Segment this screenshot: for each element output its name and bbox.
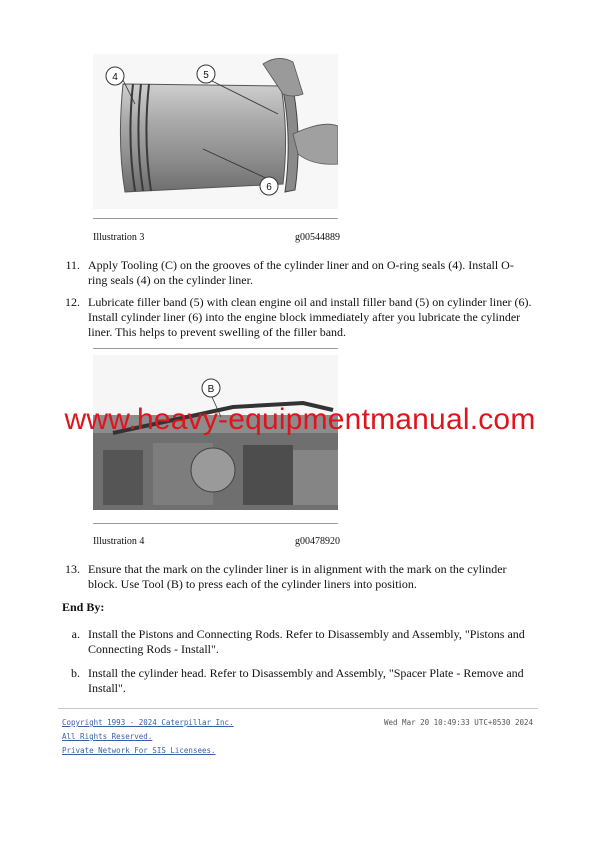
illustration-4-caption: Illustration 4 [93, 536, 145, 547]
step-line: ring seals (4) on the cylinder liner. [88, 273, 253, 287]
step-12 [58, 295, 548, 340]
step-text [88, 258, 514, 288]
item-letter: b. [71, 666, 80, 680]
end-by-item-b [58, 666, 538, 696]
rights-link[interactable]: All Rights Reserved. [62, 732, 153, 741]
callout-4: 4 [112, 72, 118, 83]
step-line: Install cylinder liner (6) into the engine block immediately after you lubricate the cylinder [88, 310, 521, 324]
item-line: Connecting Rods - Install". [88, 642, 219, 656]
item-text [88, 666, 524, 696]
footer-divider [58, 708, 538, 709]
illustration-3-code: g00544889 [295, 232, 340, 243]
callout-b: B [207, 384, 215, 395]
illustration-4-top-rule [93, 348, 338, 349]
step-text [88, 295, 532, 340]
item-line: Install the Pistons and Connecting Rods. Refer to Disassembly and Assembly, "Pistons and [88, 627, 525, 641]
cylinder-liner-photo [93, 54, 338, 209]
item-text [88, 627, 525, 657]
step-13 [58, 562, 528, 592]
illustration-3-image [93, 54, 338, 209]
step-11 [58, 258, 528, 288]
step-line: liner. This helps to prevent swelling of the filler band. [88, 325, 347, 339]
private-network-link[interactable]: Private Network For SIS Licensees. [62, 746, 216, 755]
step-line: block. Use Tool (B) to press each of the cylinder liners into position. [88, 577, 417, 591]
item-line: Install". [88, 681, 126, 695]
step-line: Lubricate filler band (5) with clean engine oil and install filler band (5) on cylinder liner (6). [88, 295, 532, 309]
step-number: 11. [65, 258, 80, 272]
callout-5: 5 [203, 70, 209, 81]
illustration-4-code: g00478920 [295, 536, 340, 547]
watermark-url: www.heavy-equipmentmanual.com [64, 403, 536, 436]
item-line: Install the cylinder head. Refer to Disassembly and Assembly, "Spacer Plate - Remove and [88, 666, 524, 680]
footer-timestamp: Wed Mar 20 10:49:33 UTC+0530 2024 [384, 718, 534, 727]
step-line: Apply Tooling (C) on the grooves of the cylinder liner and on O-ring seals (4). Install O- [88, 258, 514, 272]
step-number: 12. [65, 295, 80, 309]
callout-6: 6 [266, 182, 272, 193]
item-letter: a. [71, 627, 80, 641]
step-line: Ensure that the mark on the cylinder liner is in alignment with the mark on the cylinder [88, 562, 507, 576]
step-text [88, 562, 507, 592]
copyright-link[interactable]: Copyright 1993 - 2024 Caterpillar Inc. [62, 718, 234, 727]
illustration-3-rule [93, 218, 338, 219]
end-by-item-a [58, 627, 538, 657]
end-by-heading: End By: [62, 600, 105, 614]
step-number: 13. [65, 562, 80, 576]
illustration-4-rule [93, 523, 338, 524]
illustration-3-caption: Illustration 3 [93, 232, 145, 243]
